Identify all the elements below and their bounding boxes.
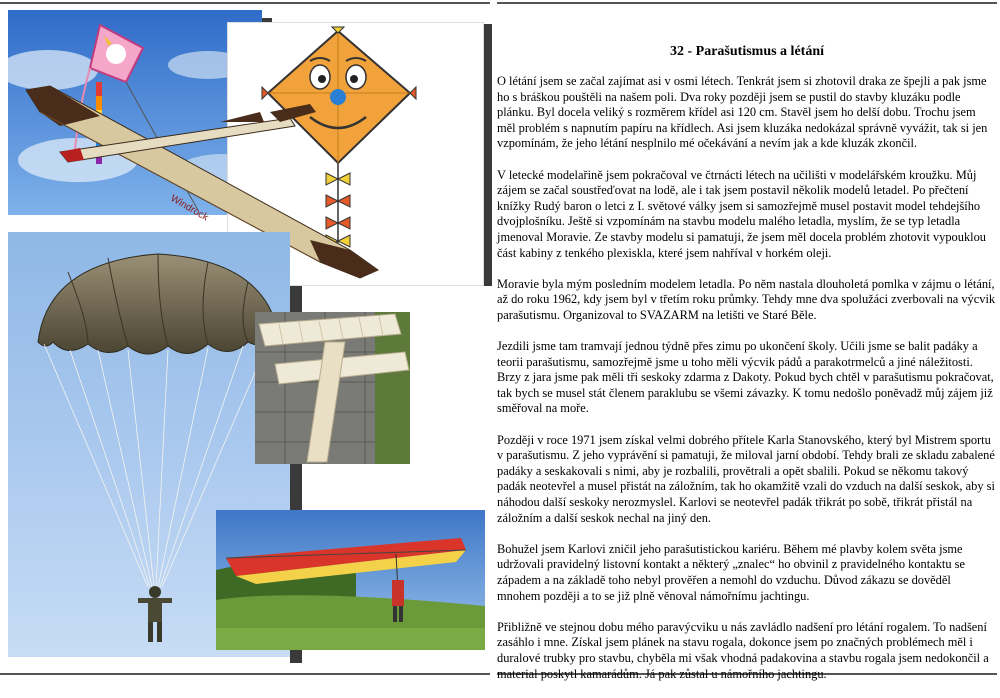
hang-glider-photo — [216, 510, 485, 650]
article-paragraph: V letecké modelařině jsem pokračoval ve čtrnácti létech na učilišti v modelářském kroužku. Můj zájem se začal soustřeďovat na lodě, ale i tak jsem postavil několik modelů letadel. Po přečtení knížky Rudý baron o letci z I. světové války jsem si samozřejmě musel postavit model tehdejšího dvojplošníku. Ještě si vzpomínám na stavbu modelu malého letadla, myslím, že se typ letadla jmenoval Moravie. Ze stavby modelu si pamatuji, že jsem měl docela problém zhotovit vypouklou část kabiny z tenkého plexiskla, které jsem nahříval v horkém oleji. — [497, 167, 986, 260]
article-paragraph: Později v roce 1971 jsem získal velmi dobrého přítele Karla Stanovského, který byl Mistrem sportu v parašutismu. Z jeho vyprávění si pamatuji, že miloval jarní období. Tehdy brali ze skladu zabalené padáky a seskakovali s nimi, aby je rozbalili, provětrali a opět sbalili. Pokud se někomu takový padák neotevřel a musel přistát na záložním, tak ho okamžitě vzali do vzduch na další seskok, aby si náhodou další seskoky nerozmyslel. Karlovi se neotevřel padák třikrát po sobě, třikrát přistál na záložním a další seskok nechal na jiný den. — [497, 432, 995, 525]
article-paragraph: O létání jsem se začal zajímat asi v osmi létech. Tenkrát jsem si zhotovil draka ze špejli a pak jsme ho s bráškou pouštěli na našem poli. Dva roky později jsem se pustil do stavby kluzáku podle plánku. Byl docela veliký s rozměrem křídel asi 120 cm. Stavěl jsem ho delší dobu. Trochu jsem měl problém s napnutím papíru na křídlech. Asi jsem kluzáka nedokázal správně vyvážit, tak si jen vzpomínám, že jeho létání nesplnilo mé očekávání a nevím jak a kde kluzák zkončil. — [497, 74, 988, 151]
bottom-rule-left — [0, 673, 490, 675]
article — [497, 44, 997, 698]
glider-wing-label: Windrock — [168, 193, 211, 224]
article-title: 32 - Parašutismus a létání — [670, 44, 824, 59]
top-rule-left — [0, 2, 490, 4]
article-paragraph: Moravie byla mým posledním modelem letadla. Po něm nastala dlouholetá pomlka v zájmu o létání, až do roku 1962, kdy jsem byl v třetím roku průmky. Tehdy mne dva spolužáci zverbovali na výcvik parašutismu. Organizoval to SVAZARM na letišti ve Staré Běle. — [497, 276, 996, 322]
top-rule-right — [497, 2, 997, 4]
article-paragraph: Jezdili jsme tam tramvají jednou týdně přes zimu po ukončení školy. Učili jsme se balit padáky a teorii parašutismu, samozřejmě jsme u toho měli výcvik pádů a parakotrmelců a jiné náležitosti. Brzy z jara jsme pak měli tři seskoky zdarma z Dakoty. Pokud bych chtěl v parašutismu pokračovat, tak bych se musel stát členem paraklubu se všemi závazky. K tomu nedošlo poněvadž můj zájem již směřoval na moře. — [497, 339, 994, 416]
biplane-model-photo — [255, 312, 410, 464]
article-paragraph: Přibližně ve stejnou dobu mého paravýcviku u nás zavládlo nadšení pro létání rogalem. To nadšení zasáhlo i mne. Získal jsem plánek na stavu rogala, dokonce jsem po značných problémech měl i duralové trubky pro stavbu, chyběla mi však vhodná padakovina a stavbu rogala jsem nedokončil a material poskytl kamarádům. Já pak zůstal u námořního jachtingu. — [497, 619, 989, 681]
article-paragraph: Bohužel jsem Karlovi zničil jeho parašutistickou kariéru. Během mé plavby kolem světa jsme udržovali pravidelný listovní kontakt a některý „znalec“ ho obvinil z pravidelného kontaktu se západem a na základě toho nebyl prověřen a nemohl do vzduchu. Důvod zákazu se dověděl mnohem později a to se již plně věnoval námořnímu jachtingu. — [497, 541, 965, 603]
